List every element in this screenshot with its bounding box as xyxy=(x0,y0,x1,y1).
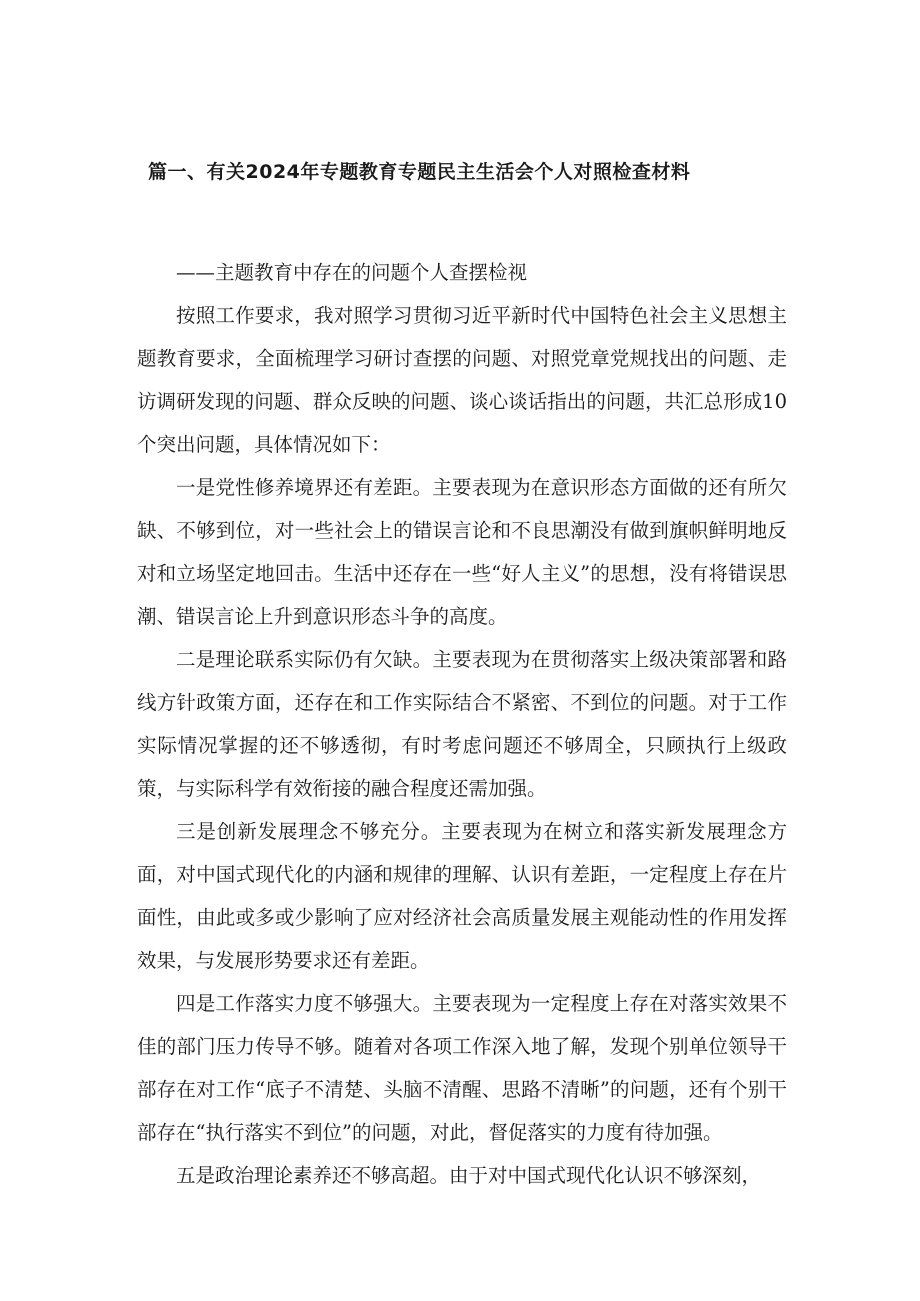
intro-paragraph: 按照工作要求，我对照学习贯彻习近平新时代中国特色社会主义思想主题教育要求，全面梳理学习研讨查摆的问题、对照党章党规找出的问题、走访调研发现的问题、群众反映的问题、谈心谈话指出的问题，共汇总形成10个突出问题，具体情况如下： xyxy=(137,304,787,456)
subtitle-paragraph: ——主题教育中存在的问题个人查摆检视 xyxy=(176,261,528,284)
issue-paragraph-1: 一是党性修养境界还有差距。主要表现为在意识形态方面做的还有所欠缺、不够到位，对一些社会上的错误言论和不良思潮没有做到旗帜鲜明地反对和立场坚定地回击。生活中还存在一些“好人主义”的思想，没有将错误思潮、错误言论上升到意识形态斗争的高度。 xyxy=(137,476,787,628)
issue-paragraph-5: 五是政治理论素养还不够高超。由于对中国式现代化认识不够深刻， xyxy=(176,1164,762,1187)
document-title: 篇一、有关2024年专题教育专题民主生活会个人对照检查材料 xyxy=(148,161,691,183)
issue-paragraph-2: 二是理论联系实际仍有欠缺。主要表现为在贯彻落实上级决策部署和路线方针政策方面，还存在和工作实际结合不紧密、不到位的问题。对于工作实际情况掌握的还不够透彻，有时考虑问题还不够周全，只顾执行上级政策，与实际科学有效衔接的融合程度还需加强。 xyxy=(137,648,787,800)
issue-paragraph-3: 三是创新发展理念不够充分。主要表现为在树立和落实新发展理念方面，对中国式现代化的内涵和规律的理解、认识有差距，一定程度上存在片面性，由此或多或少影响了应对经济社会高质量发展主观能动性的作用发挥效果，与发展形势要求还有差距。 xyxy=(137,820,787,972)
issue-paragraph-4: 四是工作落实力度不够强大。主要表现为一定程度上存在对落实效果不佳的部门压力传导不够。随着对各项工作深入地了解，发现个别单位领导干部存在对工作“底子不清楚、头脑不清醒、思路不清晰”的问题，还有个别干部存在“执行落实不到位”的问题，对此，督促落实的力度有待加强。 xyxy=(137,992,787,1144)
document-body xyxy=(137,251,787,1197)
